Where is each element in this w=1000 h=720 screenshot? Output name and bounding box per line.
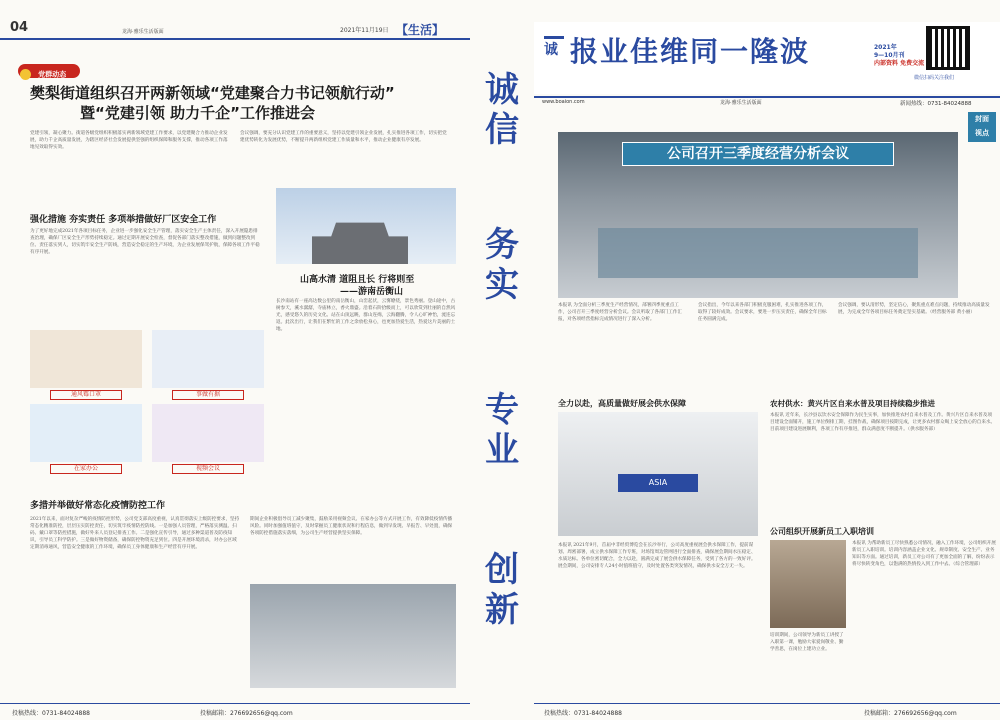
- temple-shape: [312, 218, 408, 264]
- conference-table: [598, 228, 918, 278]
- left-date: 2021年11月19日: [340, 27, 389, 34]
- article-text-1b: 会议强调，要充分认识党建工作的重要意义，坚持以党建引领企业发展，扎实推进各项工作，切实把党建优势转化为发展优势，不断提升两新组织党建工作质量和水平，推动企业健康有序发展。: [240, 131, 447, 143]
- issue-info: 2021年 9—10月刊 内部资料 免费交流: [874, 44, 925, 67]
- section-label: 【生活】: [396, 23, 445, 37]
- spine-slogan: [470, 0, 534, 720]
- icon-card-2: [152, 330, 264, 388]
- slogan-pragmatic: 务 实: [485, 225, 519, 305]
- article-text-covid-a: 2021年以来，面对复杂严峻的疫情防控形势，公司党支部高度重视，认真贯彻落实上级防控要求，坚持常态化精准防控，层层压实防控责任，切实筑牢疫情防控防线。一是加强人员管理，严格落实测温、扫码、戴口罩等防控措施，做好外来人员登记排查工作。二是强化宣传引导，通过多种渠道普及防疫知识，引导员工科学防护。三是做好物资储备，确保防控物资充足到位。四是开展环境消杀，对办公区域定期消毒通风，营造安全健康的工作环境，确保员工身体健康和生产经营有序开展。: [30, 517, 240, 550]
- header-title: 报业佳维同一隆波: [570, 35, 811, 68]
- headline-line-2: 暨“党建引领 助力千企”工作推进会: [80, 104, 315, 122]
- right-hotline: 新闻热线：0731-84024888: [900, 101, 972, 107]
- subhead-covid: 多措并举做好常态化疫情防控工作: [30, 501, 166, 511]
- slogan-professional: 专 业: [485, 390, 519, 470]
- meeting-photo: [250, 584, 456, 688]
- icon-label-3: 在家办公: [50, 464, 122, 474]
- icon-grid: [30, 330, 266, 490]
- article-text-covid-b: 期间企业积极倡导员工减少聚集，鼓励采用视频会议、在家办公等方式开展工作，有效降低疫情传播风险。同时加强值班值守，及时掌握员工健康状况和行程信息，做到早发现、早报告、早处置，确保各项防控措施落实落细，为公司生产经营提供坚实保障。: [250, 517, 453, 536]
- icon-card-1: [30, 330, 142, 388]
- article-text-safety: 为了更好地完成2021年各项目标任务，企业进一步强化安全生产管理，落实安全生产主体责任，深入开展隐患排查治理，确保厂区安全生产形势持续稳定。通过定期开展安全检查，督促各部门落实整改措施，做到问题整改到位、责任落实到人，切实筑牢安全生产防线，营造安全稳定的生产环境，为企业发展保驾护航，保障各项工作平稳有序开展。: [30, 229, 260, 255]
- site-url[interactable]: www.boaion.com: [542, 99, 585, 105]
- expo-text: 本报讯 2021年9月，首届中非经贸博览会在长沙举行，公司高度重视展会供水保障工作，提前谋划、周密部署，成立供水保障工作专班，对场馆周边管网进行全面排查，确保展会期间水压稳定、水质达标。各单位密切配合，全力以赴，圆满完成了展会供水保障任务，受到了各方的一致好评。展会期间，公司安排专人24小时值班值守，及时处置各类突发情况，确保供水安全万无一失。: [558, 543, 756, 569]
- party-tag: 党群动态: [18, 64, 80, 78]
- qr-caption: 微信扫码关注我们: [914, 75, 955, 81]
- new-staff-text: 本报讯 为帮助新员工尽快熟悉公司情况，融入工作环境，公司组织开展新员工入职培训。培训内容涵盖企业文化、规章制度、安全生产、业务知识等方面。通过培训，新员工对公司有了更加全面的了解，纷纷表示将尽快转变角色，以饱满的热情投入到工作中去。（综合管理部）: [852, 541, 996, 567]
- icon-card-3: [30, 404, 142, 462]
- slogan-innovation: 创 新: [485, 550, 519, 630]
- headline-new-staff: 公司组织开展新员工入职培训: [770, 527, 874, 536]
- page-number: 04: [10, 20, 29, 35]
- expo-photo: [558, 412, 758, 536]
- icon-label-4: 视频会议: [172, 464, 244, 474]
- left-page: [0, 0, 470, 720]
- right-footer-hotline: 投稿热线：0731-84024888: [544, 710, 622, 717]
- right-footer-email: 投稿邮箱：276692656@qq.com: [864, 710, 957, 717]
- left-header-rule: [0, 38, 470, 40]
- article-text-travel: 长沙南站有一座高达数公里的南岳衡山，山峦起伏，云雾缭绕，景色秀丽。登山途中，古树参天，溪水潺潺，寺庙林立，香火鼎盛。沿着石阶拾级而上，可以欣赏到壮丽的自然风光，感受悠久的历史文化。站在山顶远眺，群山连绵，云海翻腾，令人心旷神怡，流连忘返。此次出行，让我们在繁忙的工作之余放松身心，也更加热爱生活，热爱这片美丽的土地。: [276, 299, 456, 332]
- right-masthead: 龙海·雅乐生活版面: [720, 100, 762, 106]
- training-photo: [770, 540, 846, 628]
- cover-text-c: 会议强调，要认清形势，坚定信心，聚焦重点难点问题，持续推动高质量发展，为完成全年各项目标任务奠定坚实基础。（经营服务部 黄小丽）: [838, 303, 990, 315]
- icon-label-1: 通风霉口罩: [50, 390, 122, 400]
- mountain-photo: [276, 188, 456, 264]
- header-logo-icon: 诚: [544, 26, 566, 66]
- right-footer-rule: [534, 703, 1000, 704]
- headline-expo-water: 全力以赴，高质量做好展会供水保障: [558, 399, 686, 408]
- qr-code-icon[interactable]: [926, 26, 970, 70]
- icon-label-2: 事做有据: [172, 390, 244, 400]
- icon-card-4: [152, 404, 264, 462]
- new-staff-text-b: 培训期间，公司领导为新员工讲授了入职第一课，勉励大家爱岗敬业、勤学善思，在岗位上建功立业。: [770, 633, 844, 652]
- subhead-safety: 强化措施 夯实责任 多项举措做好厂区安全工作: [30, 215, 217, 225]
- meeting-hall-photo: [558, 132, 958, 298]
- headline-rural-water: 农村供水：黄兴片区自来水普及项目持续稳步推进: [770, 399, 935, 408]
- cover-tag: 封面 视点: [968, 112, 996, 142]
- slogan-integrity: 诚 信: [485, 70, 519, 150]
- left-footer-email: 投稿邮箱：276692656@qq.com: [200, 710, 293, 717]
- rural-water-text: 本报讯 近年来，长沙县以饮水安全保障作为民生实事，加快推进农村自来水普及工作。黄兴片区自来水普及项目建设全面铺开，施工单位倒排工期，挂图作战，确保项目按期完成，让更多农村群众喝上安全放心的自来水。目前项目建设进展顺利，各项工作有序推进，群众满意度不断提升。（供水服务部）: [770, 413, 996, 432]
- feature-title-1: 山高水清 道阻且长 行将则至: [300, 275, 415, 285]
- right-page: [534, 0, 1000, 720]
- cover-banner: 公司召开三季度经营分析会议: [622, 142, 894, 166]
- left-masthead: 龙海·雅乐生活版面: [122, 29, 164, 35]
- article-text-1a: 党建引领，凝心聚力。街道各级党组织积极落实两新领域党建工作要求，以党建聚合力推动企业发展，助力千企高质量发展，为辖区经济社会发展提供坚强的组织保障和服务支撑，推动各项工作落地见效取得实效。: [30, 131, 228, 150]
- cover-text-a: 本报讯 为全面分析三季度生产经营情况，部署四季度重点工作，公司召开三季度经营分析会议。会议听取了各部门工作汇报，对各项经营指标完成情况进行了深入分析。: [558, 303, 683, 322]
- left-footer-hotline: 投稿热线：0731-84024888: [12, 710, 90, 717]
- left-footer-rule: [0, 703, 470, 704]
- expo-sign: ASIA: [618, 474, 698, 492]
- right-header: [534, 22, 1000, 94]
- party-badge-icon: [20, 69, 31, 80]
- feature-title-2: ——游南岳衡山: [340, 287, 404, 297]
- right-header-rule: [534, 96, 1000, 98]
- headline-line-1: 樊梨街道组织召开两新领域“党建聚合力书记领航行动”: [30, 84, 395, 102]
- cover-text-b: 会议指出，今年以来各部门积极克服困难，扎实推进各项工作，取得了较好成效。会议要求，要进一步压实责任，确保全年目标任务圆满完成。: [698, 303, 827, 322]
